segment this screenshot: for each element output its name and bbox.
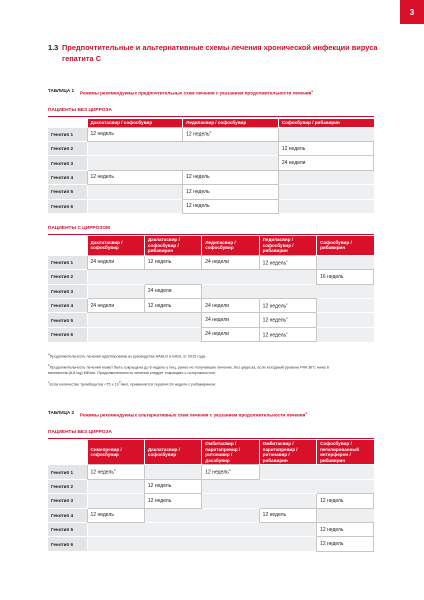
empty-cell: [317, 255, 374, 269]
empty-cell: [87, 537, 317, 551]
group-label-no-cirrhosis: ПАЦИЕНТЫ БЕЗ ЦИРРОЗА: [48, 108, 112, 113]
empty-cell: [278, 170, 374, 184]
empty-cell: [259, 465, 374, 479]
column-header: Даклатасвир / софосбувир: [87, 119, 183, 127]
table-row: [48, 465, 374, 479]
duration-cell: 12 недель: [317, 522, 374, 536]
duration-cell: 24 недели: [87, 298, 144, 312]
row-label: Генотип 5: [48, 313, 87, 327]
row-label: Генотип 4: [48, 170, 87, 184]
duration-cell: 12 недель$^c$: [259, 255, 316, 269]
row-label: Генотип 6: [48, 537, 87, 551]
header-corner: [48, 119, 87, 127]
empty-cell: [317, 327, 374, 341]
table-header-row: [48, 236, 374, 255]
table-row: [48, 255, 374, 269]
duration-cell: 12 недель: [278, 141, 374, 155]
duration-cell: 12 недель$^b$: [87, 465, 144, 479]
section-number: 1.3: [48, 43, 59, 52]
duration-cell: 12 недель: [144, 298, 201, 312]
table-row: [48, 199, 374, 213]
empty-cell: [87, 270, 317, 284]
column-header: Даклатасвир / софосбувир: [87, 236, 144, 255]
empty-cell: [278, 185, 374, 199]
row-label: Генотип 6: [48, 327, 87, 341]
row-label: Генотип 3: [48, 494, 87, 508]
table-row: [48, 313, 374, 327]
table-row: [48, 479, 374, 493]
footnotes: [48, 352, 348, 391]
empty-cell: [87, 327, 202, 341]
table1-caption-text: Режимы рекомендуемых предпочтительных схем лечения с указанием продолжительности лечения$^a$: [80, 89, 314, 96]
column-header: Симепревир / софосбувир: [87, 440, 144, 465]
table-row: [48, 327, 374, 341]
duration-cell: 24 недели: [87, 255, 144, 269]
section-heading: Предпочтительные и альтернативные схемы лечения хронической инфекции вируса гепатита С: [62, 43, 378, 63]
table-row: [48, 284, 374, 298]
duration-cell: 12 недель: [317, 537, 374, 551]
row-label: Генотип 2: [48, 479, 87, 493]
group-rule: [48, 116, 374, 117]
footnote-b: $^b$Продолжительность лечения может быть сокращена до 8 недель у лиц, ранее не получавших лечение, без цирроза, если исходный уровень РНК ВГС ниже 6 миллионов (6,8 log) МЕ/мл. Продолжительность лечения следует сокращать с осторожностью.: [48, 363, 329, 375]
column-header: Ледипасвир / софосбувир / рибавирин: [259, 236, 316, 255]
empty-cell: [317, 313, 374, 327]
duration-cell: 12 недель: [183, 199, 279, 213]
duration-cell: 12 недель: [144, 479, 201, 493]
table-row: [48, 156, 374, 170]
duration-cell: 24 недели: [144, 284, 201, 298]
table-row: [48, 270, 374, 284]
footnote-c: $^c$Если количество тромбоцитов <75 x $10^3$/мкл, применяется терапия 24 недели с рибавирином.: [48, 379, 217, 387]
table2-no-cirrhosis: [48, 440, 374, 552]
duration-cell: 12 недель: [144, 255, 201, 269]
empty-cell: [202, 284, 374, 298]
row-label: Генотип 2: [48, 270, 87, 284]
group-rule: [48, 438, 374, 439]
table-row: [48, 537, 374, 551]
column-header: Омбитасвир / паритапревир / ритонавир / дасабувир: [202, 440, 259, 465]
row-label: Генотип 3: [48, 156, 87, 170]
column-header: Софосбувир / рибавирин: [278, 119, 374, 127]
table2-caption: [48, 410, 374, 419]
column-header: Омбитасвир / паритапревир / ритонавир / рибавирин: [259, 440, 316, 465]
duration-cell: 12 недель$^c$: [259, 298, 316, 312]
empty-cell: [87, 141, 278, 155]
duration-cell: 24 недели: [202, 298, 259, 312]
empty-cell: [202, 479, 374, 493]
duration-cell: 24 недели: [278, 156, 374, 170]
table1-no-cirrhosis: [48, 119, 374, 214]
row-label: Генотип 3: [48, 284, 87, 298]
group-label-no-cirrhosis-2: ПАЦИЕНТЫ БЕЗ ЦИРРОЗА: [48, 430, 112, 435]
table1-label: ТАБЛИЦА 1: [48, 88, 75, 93]
table-row: [48, 127, 374, 141]
group-rule: [48, 234, 374, 235]
column-header: Даклатасвир / софосбувир: [144, 440, 201, 465]
section-title: [48, 42, 378, 64]
table-row: [48, 298, 374, 312]
table-row: [48, 508, 374, 522]
empty-cell: [87, 199, 183, 213]
row-label: Генотип 4: [48, 298, 87, 312]
duration-cell: 12 недель: [87, 508, 144, 522]
table-row: [48, 522, 374, 536]
table-row: [48, 141, 374, 155]
column-header: Даклатасвир / софосбувир / рибавирин: [144, 236, 201, 255]
empty-cell: [87, 479, 144, 493]
empty-cell: [144, 465, 201, 479]
row-label: Генотип 1: [48, 465, 87, 479]
row-label: Генотип 5: [48, 185, 87, 199]
duration-cell: 12 недель: [144, 494, 201, 508]
duration-cell: 12 недель: [183, 170, 279, 184]
column-header: Ледипасвир / софосбувир: [202, 236, 259, 255]
group-label-cirrhosis: ПАЦИЕНТЫ С ЦИРРОЗОМ: [48, 226, 110, 231]
empty-cell: [317, 298, 374, 312]
empty-cell: [278, 127, 374, 141]
duration-cell: 12 недель$^c$: [259, 313, 316, 327]
page-number: 3: [400, 0, 424, 24]
duration-cell: 12 недель: [87, 127, 183, 141]
duration-cell: 12 недель$^b$: [183, 127, 279, 141]
empty-cell: [87, 156, 278, 170]
duration-cell: 12 недель$^d$: [202, 465, 259, 479]
empty-cell: [317, 508, 374, 522]
table-row: [48, 170, 374, 184]
empty-cell: [87, 313, 202, 327]
table2-caption-text: Режимы рекомендуемых альтернативных схем лечения с указанием продолжительности лечения$^a$: [80, 411, 307, 418]
duration-cell: 12 недель: [259, 508, 316, 522]
duration-cell: 24 недели: [202, 255, 259, 269]
empty-cell: [144, 508, 259, 522]
row-label: Генотип 1: [48, 255, 87, 269]
table1-caption: [48, 88, 374, 97]
table-row: [48, 494, 374, 508]
duration-cell: 12 недель$^c$: [259, 327, 316, 341]
row-label: Генотип 2: [48, 141, 87, 155]
row-label: Генотип 1: [48, 127, 87, 141]
empty-cell: [87, 522, 317, 536]
duration-cell: 12 недель: [87, 170, 183, 184]
row-label: Генотип 5: [48, 522, 87, 536]
header-corner: [48, 440, 87, 465]
column-header: Софосбувир / пегилированный интерферон / рибавирин: [317, 440, 374, 465]
column-header: Софосбувир / рибавирин: [317, 236, 374, 255]
duration-cell: 16 недель: [317, 270, 374, 284]
empty-cell: [202, 494, 317, 508]
column-header: Ледипасвир / софосбувир: [183, 119, 279, 127]
table-header-row: [48, 440, 374, 465]
table2-label: ТАБЛИЦА 2: [48, 410, 75, 415]
table-row: [48, 185, 374, 199]
empty-cell: [278, 199, 374, 213]
empty-cell: [87, 185, 183, 199]
empty-cell: [87, 284, 144, 298]
row-label: Генотип 6: [48, 199, 87, 213]
duration-cell: 12 недель: [317, 494, 374, 508]
row-label: Генотип 4: [48, 508, 87, 522]
table1-cirrhosis: [48, 236, 374, 342]
table-header-row: [48, 119, 374, 127]
header-corner: [48, 236, 87, 255]
duration-cell: 12 недель: [183, 185, 279, 199]
empty-cell: [87, 494, 144, 508]
footnote-a: $^a$Продолжительность лечения адаптирована из руководства AASLD и EASL от 2015 года.: [48, 352, 206, 359]
duration-cell: 24 недели: [202, 327, 259, 341]
duration-cell: 24 недели: [202, 313, 259, 327]
